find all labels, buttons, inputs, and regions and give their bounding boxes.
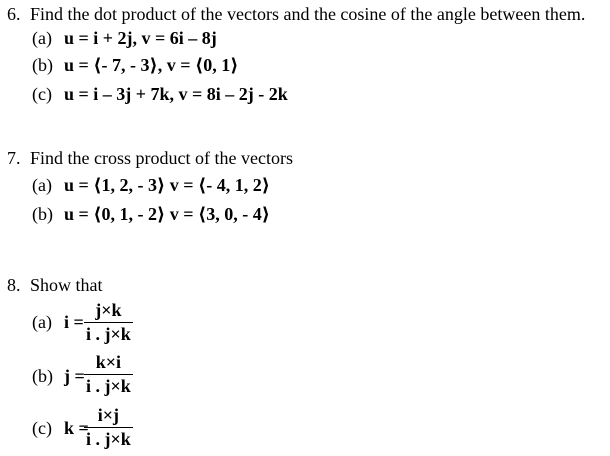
fraction-denominator: i . j×k [86,429,131,449]
fraction [84,300,133,344]
fraction-denominator: i . j×k [86,324,131,344]
part-label: (b) [32,366,53,386]
part-label: (c) [32,84,52,104]
question-7-text: Find the cross product of the vectors [30,148,293,168]
equation-lhs: j = [64,366,85,386]
part-expression: u = ⟨- 7, - 3⟩, v = ⟨0, 1⟩ [64,55,239,75]
part-label: (b) [32,204,53,224]
question-7-number: 7. [7,148,21,168]
part-label: (a) [32,312,52,332]
equation-lhs: k = [64,418,89,438]
part-expression: u = ⟨0, 1, - 2⟩ v = ⟨3, 0, - 4⟩ [64,204,270,224]
equation-lhs: i = [64,312,84,332]
question-6-text: Find the dot product of the vectors and the cosine of the angle between them. [30,4,586,24]
question-8-number: 8. [7,275,21,295]
fraction-bar [84,322,133,323]
part-label: (a) [32,28,52,48]
fraction-numerator: j×k [95,300,122,320]
part-label: (a) [32,175,52,195]
part-label: (c) [32,418,52,438]
part-label: (b) [32,55,53,75]
part-expression: u = i – 3j + 7k, v = 8i – 2j - 2k [64,84,288,104]
fraction [84,352,133,396]
part-expression: u = i + 2j, v = 6i – 8j [64,28,217,48]
fraction-numerator: i×j [97,405,120,425]
part-expression: u = ⟨1, 2, - 3⟩ v = ⟨- 4, 1, 2⟩ [64,175,270,195]
fraction-bar [84,374,133,375]
fraction [84,405,133,449]
fraction-numerator: k×i [95,352,122,372]
question-8-text: Show that [30,275,103,295]
question-6-number: 6. [7,4,21,24]
fraction-denominator: i . j×k [86,376,131,396]
fraction-bar [84,427,133,428]
